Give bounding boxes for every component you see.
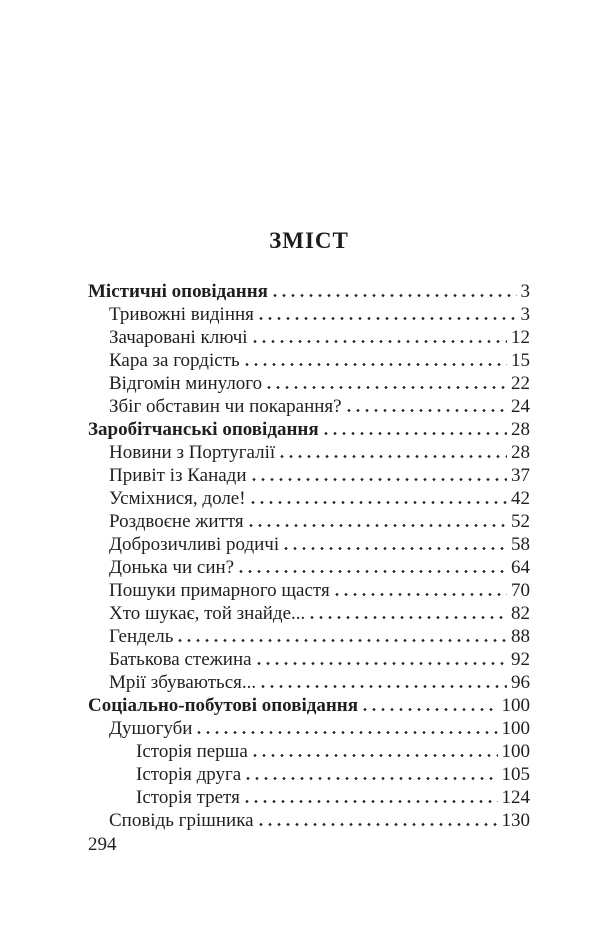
dot-leader: [178, 625, 507, 648]
toc-entry-label: Новини з Португалії: [109, 442, 276, 463]
dot-leader: [251, 487, 507, 510]
toc-entry: [88, 579, 530, 602]
dot-leader: [347, 395, 507, 418]
toc-entry-label: Гендель: [109, 626, 174, 647]
toc-entry-page: 58: [511, 534, 530, 555]
toc-entry-label: Відгомін минулого: [109, 373, 263, 394]
toc-entry-label: Зачаровані ключі: [109, 327, 248, 348]
toc-entry-label: Соціально-побутові оповідання: [88, 695, 359, 716]
toc-entry: [88, 648, 530, 671]
dot-leader: [261, 671, 507, 694]
toc-entry-page: 100: [501, 718, 530, 739]
dot-leader: [197, 717, 497, 740]
toc-entry: [88, 625, 530, 648]
toc-entry: [88, 717, 530, 740]
toc-entry: [88, 303, 530, 326]
dot-leader: [273, 280, 517, 303]
toc-entry-page: 130: [501, 810, 530, 831]
toc-entry: [88, 740, 530, 763]
toc-entry-page: 28: [511, 419, 530, 440]
dot-leader: [249, 510, 507, 533]
toc-entry: [88, 441, 530, 464]
toc-entry: [88, 510, 530, 533]
dot-leader: [335, 579, 507, 602]
toc-entry-page: 22: [511, 373, 530, 394]
toc-entry-label: Історія третя: [136, 787, 240, 808]
toc-entry: [88, 349, 530, 372]
page-title: ЗМІСТ: [269, 228, 349, 253]
dot-leader: [310, 602, 507, 625]
toc-entry: [88, 487, 530, 510]
toc-entry-label: Історія друга: [136, 764, 242, 785]
toc-entry-page: 24: [511, 396, 530, 417]
toc-entry: [88, 556, 530, 579]
toc-entry: [88, 372, 530, 395]
toc-entry: [88, 602, 530, 625]
toc-entry-label: Пошуки примарного щастя: [109, 580, 330, 601]
toc-entry-label: Сповідь грішника: [109, 810, 254, 831]
dot-leader: [245, 349, 507, 372]
dot-leader: [259, 809, 498, 832]
toc-entry: [88, 395, 530, 418]
toc-entry-page: 105: [501, 764, 530, 785]
toc-entry-page: 28: [511, 442, 530, 463]
toc-entry-page: 124: [501, 787, 530, 808]
toc-entry-label: Містичні оповідання: [88, 281, 268, 302]
toc-entry-page: 37: [511, 465, 530, 486]
toc-entry-page: 3: [520, 304, 530, 325]
toc-entry-page: 15: [511, 350, 530, 371]
dot-leader: [363, 694, 497, 717]
toc-entry-page: 70: [511, 580, 530, 601]
toc-entry: [88, 326, 530, 349]
toc-entry-label: Заробітчанські оповідання: [88, 419, 319, 440]
dot-leader: [252, 464, 507, 487]
toc-entry-page: 64: [511, 557, 530, 578]
toc-entry-page: 100: [501, 695, 530, 716]
toc-entry-page: 100: [501, 741, 530, 762]
toc-entry-label: Збіг обставин чи покарання?: [109, 396, 342, 417]
toc-entry: [88, 786, 530, 809]
dot-leader: [246, 763, 497, 786]
toc-entry-page: 92: [511, 649, 530, 670]
toc-entry: [88, 671, 530, 694]
toc-entry-label: Донька чи син?: [109, 557, 235, 578]
dot-leader: [267, 372, 507, 395]
toc-entry-label: Хто шукає, той знайде...: [109, 603, 306, 624]
toc-entry-page: 52: [511, 511, 530, 532]
toc-list: [88, 280, 530, 832]
toc-content: [88, 228, 530, 832]
toc-entry-page: 12: [511, 327, 530, 348]
dot-leader: [324, 418, 507, 441]
toc-entry: [88, 763, 530, 786]
dot-leader: [245, 786, 498, 809]
dot-leader: [239, 556, 507, 579]
toc-entry: [88, 280, 530, 303]
toc-entry: [88, 809, 530, 832]
toc-entry-label: Душогуби: [109, 718, 193, 739]
dot-leader: [257, 648, 507, 671]
toc-entry-label: Привіт із Канади: [109, 465, 247, 486]
dot-leader: [259, 303, 517, 326]
dot-leader: [284, 533, 507, 556]
toc-entry-label: Батькова стежина: [109, 649, 252, 670]
toc-entry-label: Усміхнися, доле!: [109, 488, 246, 509]
toc-entry-page: 88: [511, 626, 530, 647]
toc-entry-page: 42: [511, 488, 530, 509]
toc-entry-page: 3: [520, 281, 530, 302]
toc-entry-page: 96: [511, 672, 530, 693]
toc-entry: [88, 418, 530, 441]
toc-entry: [88, 533, 530, 556]
folio-page-number: 294: [88, 834, 117, 855]
dot-leader: [253, 740, 498, 763]
toc-entry-label: Історія перша: [136, 741, 248, 762]
toc-entry-label: Роздвоєне життя: [109, 511, 244, 532]
toc-entry-label: Кара за гордість: [109, 350, 240, 371]
toc-entry: [88, 464, 530, 487]
dot-leader: [280, 441, 507, 464]
toc-entry: [88, 694, 530, 717]
toc-entry-page: 82: [511, 603, 530, 624]
dot-leader: [253, 326, 507, 349]
toc-entry-label: Доброзичливі родичі: [109, 534, 280, 555]
toc-entry-label: Тривожні видіння: [109, 304, 254, 325]
toc-entry-label: Мрії збуваються...: [109, 672, 257, 693]
